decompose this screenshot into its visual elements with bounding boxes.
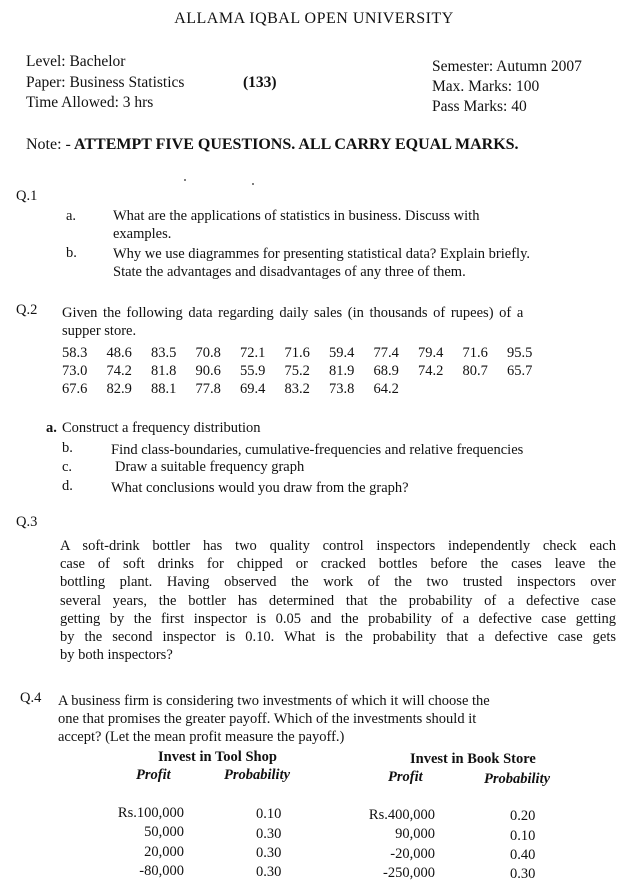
sales-value: 64.2 — [373, 381, 399, 397]
sales-value: 80.7 — [462, 363, 488, 379]
sales-value: 81.8 — [151, 363, 177, 379]
sales-value: 70.8 — [195, 345, 221, 361]
sales-value: 74.2 — [418, 363, 444, 379]
sales-value: 82.9 — [106, 381, 132, 397]
q2-part-b-label: b. — [62, 440, 73, 456]
q1-a-line1: What are the applications of statistics in business. Discuss with — [113, 208, 480, 224]
sales-value: 75.2 — [284, 363, 310, 379]
sales-value: 59.4 — [329, 345, 355, 361]
tool-shop-profit: Rs.100,000 — [117, 805, 184, 821]
sales-value: 74.2 — [106, 363, 132, 379]
q3-line: bottling plant. Having observed the work of the two trusted inspectors over — [60, 574, 616, 591]
q1-b-label: b. — [66, 245, 77, 261]
scan-speck — [184, 179, 186, 181]
book-store-profit-header: Profit — [388, 769, 423, 785]
tool-shop-probability: 0.30 — [256, 864, 282, 880]
q1-b-line2: State the advantages and disadvantages of any three of them. — [113, 264, 466, 280]
semester-label: Semester: Autumn 2007 — [432, 58, 582, 75]
paper-code: (133) — [243, 74, 277, 91]
sales-value: 68.9 — [373, 363, 399, 379]
q3-line: case of soft drinks for chipped or cracked bottles before the cases leave the — [60, 556, 616, 573]
sales-value: 79.4 — [418, 345, 444, 361]
q3-line: A soft-drink bottler has two quality control inspectors independently check each — [60, 538, 616, 554]
book-store-title: Invest in Book Store — [410, 751, 536, 767]
sales-data-table — [62, 344, 552, 398]
q2-part-d-label: d. — [62, 478, 73, 494]
note-text: ATTEMPT FIVE QUESTIONS. ALL CARRY EQUAL MARKS. — [74, 136, 519, 153]
tool-shop-title: Invest in Tool Shop — [158, 749, 277, 765]
book-store-probability: 0.30 — [510, 866, 536, 882]
tool-shop-probability: 0.30 — [256, 845, 282, 861]
sales-value: 81.9 — [329, 363, 355, 379]
sales-value: 83.2 — [284, 381, 310, 397]
sales-value: 58.3 — [62, 345, 88, 361]
pass-marks: Pass Marks: 40 — [432, 98, 527, 115]
tool-shop-profit-header: Profit — [136, 767, 171, 783]
note — [26, 136, 519, 154]
sales-value: 65.7 — [507, 363, 533, 379]
book-store-probability-header: Probability — [484, 771, 551, 787]
q3-number: Q.3 — [16, 514, 38, 530]
sales-value: 95.5 — [507, 345, 533, 361]
sales-value: 72.1 — [240, 345, 266, 361]
sales-value: 71.6 — [284, 345, 310, 361]
sales-value: 71.6 — [462, 345, 488, 361]
book-store-probability: 0.20 — [510, 808, 536, 824]
q4-line: A business firm is considering two investments of which it will choose the — [58, 693, 490, 709]
q2-intro-line1: Given the following data regarding daily sales (in thousands of rupees) of a — [62, 305, 524, 321]
sales-value: 83.5 — [151, 345, 177, 361]
q1-number: Q.1 — [16, 188, 38, 204]
q1-a-label: a. — [66, 208, 77, 224]
tool-shop-profit: 20,000 — [144, 844, 184, 860]
q1-a-text — [113, 208, 607, 243]
q2-part-b-text: Find class-boundaries, cumulative-frequencies and relative frequencies — [111, 442, 524, 458]
q2-part-c-label: c. — [62, 459, 73, 475]
q2-intro-line2: supper store. — [62, 323, 137, 339]
sales-row — [62, 344, 552, 362]
q4-line: accept? (Let the mean profit measure the payoff.) — [58, 729, 345, 745]
sales-value: 77.8 — [195, 381, 221, 397]
scan-speck — [252, 183, 254, 185]
q3-line: by the second inspector is 0.10. What is the probability that a defective case gets — [60, 629, 616, 646]
book-store-profit: Rs.400,000 — [368, 807, 435, 823]
sales-value: 77.4 — [373, 345, 399, 361]
sales-value: 88.1 — [151, 381, 177, 397]
book-store-probability: 0.10 — [510, 828, 536, 844]
q2-part-a-text: Construct a frequency distribution — [62, 420, 261, 436]
paper-label: Paper: Business Statistics — [26, 74, 185, 91]
sales-value: 73.8 — [329, 381, 355, 397]
tool-shop-probability-header: Probability — [224, 767, 291, 783]
q1-b-text — [113, 245, 530, 281]
note-label: Note: - — [26, 136, 71, 153]
q1-a-line2: examples. — [113, 225, 172, 242]
sales-value: 55.9 — [240, 363, 266, 379]
sales-value: 73.0 — [62, 363, 88, 379]
q3-line: by both inspectors? — [60, 647, 173, 664]
tool-shop-profit: -80,000 — [139, 863, 184, 879]
tool-shop-profit: 50,000 — [144, 824, 184, 840]
q2-part-c-text: Draw a suitable frequency graph — [115, 459, 305, 475]
time-allowed: Time Allowed: 3 hrs — [26, 94, 154, 111]
sales-value: 90.6 — [195, 363, 221, 379]
sales-row — [62, 380, 552, 398]
book-store-profit: -20,000 — [390, 846, 435, 862]
max-marks: Max. Marks: 100 — [432, 78, 540, 95]
sales-value: 67.6 — [62, 381, 88, 397]
q2-number: Q.2 — [16, 302, 38, 318]
sales-row — [62, 362, 552, 380]
book-store-profit: -250,000 — [383, 865, 435, 881]
q3-line: several years, the bottler has determined that the probability of a defective case — [60, 592, 616, 609]
tool-shop-probability: 0.30 — [256, 826, 282, 842]
book-store-profit: 90,000 — [395, 826, 435, 842]
level-label: Level: Bachelor — [26, 53, 126, 70]
tool-shop-probability: 0.10 — [256, 806, 282, 822]
q4-line: one that promises the greater payoff. Which of the investments should it — [58, 711, 477, 727]
q1-b-line1: Why we use diagrammes for presenting statistical data? Explain briefly. — [113, 246, 531, 262]
q2-intro — [62, 304, 618, 340]
sales-value: 48.6 — [106, 345, 132, 361]
q2-part-a-label: a. — [46, 420, 57, 436]
q4-text — [58, 692, 490, 746]
sales-value: 69.4 — [240, 381, 266, 397]
q3-text — [60, 537, 616, 664]
university-title: ALLAMA IQBAL OPEN UNIVERSITY — [174, 10, 454, 27]
book-store-probability: 0.40 — [510, 847, 536, 863]
q3-line: getting by the first inspector is 0.05 and the probability of a defective case getting — [60, 610, 616, 627]
q2-part-d-text: What conclusions would you draw from the graph? — [111, 480, 409, 496]
q4-number: Q.4 — [20, 690, 42, 706]
